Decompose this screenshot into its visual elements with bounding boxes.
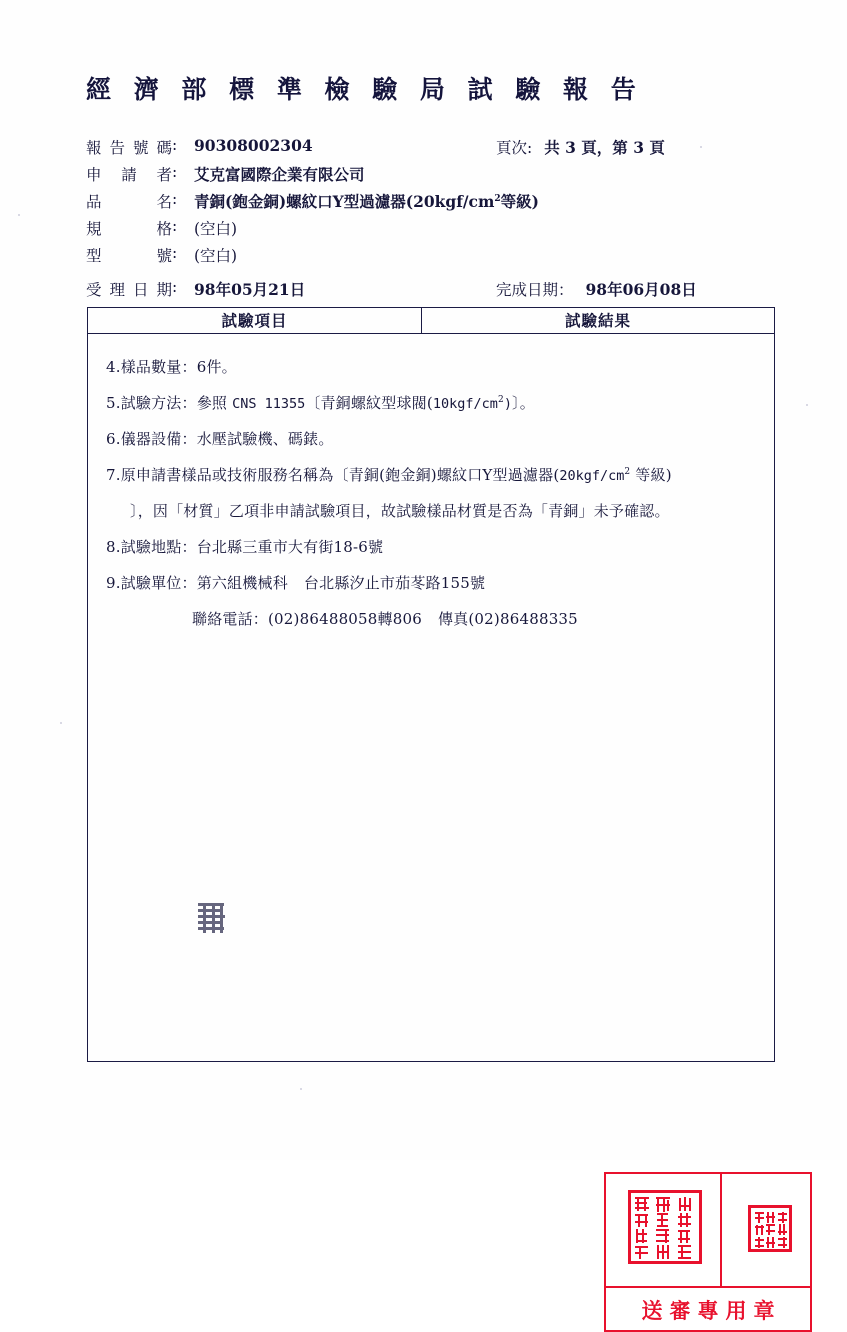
superscript-two: 2 xyxy=(494,193,501,204)
page-title: 經 濟 部 標 準 檢 驗 局 試 驗 報 告 xyxy=(86,75,643,104)
table-body xyxy=(88,334,774,629)
table-row xyxy=(106,572,774,593)
row-mono-c: ) xyxy=(503,396,513,412)
table-row xyxy=(106,536,774,557)
field-value: 艾克富國際企業有限公司 xyxy=(194,165,365,184)
row-text-a: 7.原申請書樣品或技術服務名稱為〔青銅(鉋金銅)螺紋口Y型過濾器( xyxy=(106,466,560,484)
field-label: 報告號碼 xyxy=(86,139,172,157)
field-value: (空白) xyxy=(194,220,238,238)
column-header-test-item: 試驗項目 xyxy=(221,311,288,330)
column-header-test-result: 試驗結果 xyxy=(564,311,631,330)
field-colon: : xyxy=(172,163,178,181)
field-colon: : xyxy=(172,190,178,208)
table-header-row xyxy=(88,308,774,334)
page-index-group xyxy=(496,136,665,158)
completion-date-label: 完成日期： xyxy=(496,281,574,299)
row-text-b: 台北縣汐止市茄苳路155號 xyxy=(303,574,486,592)
small-seal-icon xyxy=(198,902,228,935)
test-results-table xyxy=(87,307,782,1323)
table-row xyxy=(106,464,774,485)
table-row xyxy=(106,356,774,377)
row-text: 8.試驗地點：台北縣三重市大有街18-6號 xyxy=(106,538,384,556)
page-index-value: 共 3 頁，第 3 頁 xyxy=(544,138,665,157)
completion-date-group xyxy=(496,278,697,300)
field-colon: : xyxy=(172,217,178,235)
field-colon: : xyxy=(172,136,178,154)
official-seal-small-icon xyxy=(748,1205,792,1252)
field-label: 型號 xyxy=(86,247,172,265)
scan-speckle xyxy=(60,722,62,724)
field-value xyxy=(194,190,539,212)
table-row xyxy=(106,392,774,413)
scan-speckle xyxy=(300,1088,302,1090)
field-colon: : xyxy=(172,244,178,262)
stamp-divider xyxy=(720,1174,722,1286)
field-colon: : xyxy=(172,278,178,296)
field-value: 90308002304 xyxy=(194,136,313,155)
field-value: (空白) xyxy=(194,247,238,265)
table-row xyxy=(106,608,774,629)
row-text-b: 傳真(02)86488335 xyxy=(437,610,578,628)
field-specification xyxy=(86,217,786,244)
row-mono-a: 20kgf/cm xyxy=(559,468,625,484)
row-text-b: 〔青銅螺紋型球閥( xyxy=(305,394,433,412)
field-received-date xyxy=(86,278,786,305)
row-text-a: 5.試驗方法：參照 xyxy=(106,394,233,412)
scan-speckle xyxy=(18,214,20,216)
field-label: 受理日期 xyxy=(86,281,172,299)
field-value-main: 青銅(鉋金銅)螺紋口Y型過濾器(20kgf/cm xyxy=(194,192,495,211)
field-applicant xyxy=(86,163,786,190)
superscript-two: 2 xyxy=(497,395,504,405)
stamp-caption: 送審專用章 xyxy=(641,1298,782,1323)
row-text: 〕，因「材質」乙項非申請試驗項目，故試驗樣品材質是否為「青銅」未予確認。 xyxy=(130,502,670,520)
row-text-a: 9.試驗單位：第六組機械科 xyxy=(106,574,288,592)
scan-speckle xyxy=(700,146,702,148)
table-row xyxy=(106,500,774,521)
approval-stamp xyxy=(604,1172,812,1332)
field-value-tail: 等級) xyxy=(500,192,539,211)
field-label: 申請者 xyxy=(86,166,172,184)
table-row xyxy=(106,428,774,449)
field-value: 98年05月21日 xyxy=(194,280,306,299)
stamp-seal-area xyxy=(606,1174,810,1288)
row-text: 6.儀器設備：水壓試驗機、碼錶。 xyxy=(106,430,334,448)
field-model xyxy=(86,244,786,278)
report-header-fields xyxy=(86,136,786,305)
superscript-two: 2 xyxy=(624,467,631,477)
field-label: 品名 xyxy=(86,193,172,211)
field-product-name xyxy=(86,190,786,217)
field-label: 規格 xyxy=(86,220,172,238)
row-mono-a: CNS 11355 xyxy=(232,396,306,412)
row-text-c: 〕。 xyxy=(512,394,535,412)
row-mono-b: 10kgf/cm xyxy=(432,396,498,412)
field-report-number xyxy=(86,136,786,163)
row-text: 4.樣品數量：6件。 xyxy=(106,358,237,376)
scan-speckle xyxy=(806,404,808,406)
page-index-label: 頁次: xyxy=(496,139,533,157)
row-text-a: 聯絡電話：(02)86488058轉806 xyxy=(192,610,422,628)
official-seal-large-icon xyxy=(628,1190,702,1264)
completion-date-value: 98年06月08日 xyxy=(585,280,697,299)
row-text-b: 等級) xyxy=(630,466,672,484)
